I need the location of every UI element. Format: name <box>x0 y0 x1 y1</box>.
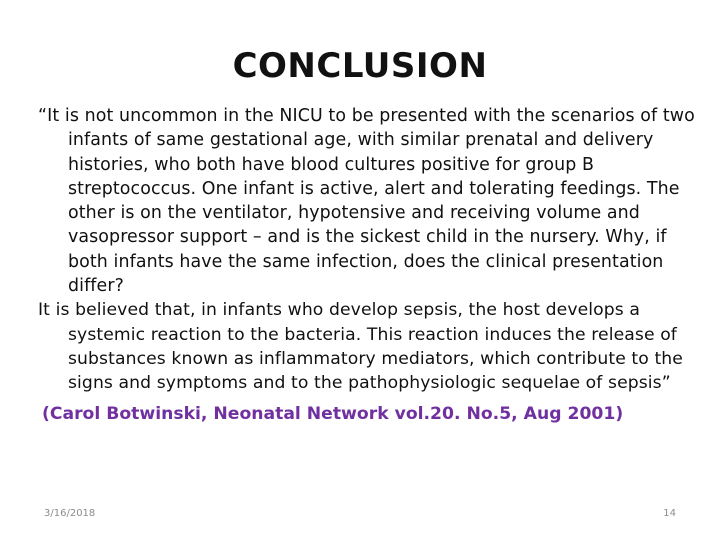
slide-body <box>38 104 698 426</box>
quote-paragraph-1: “It is not uncommon in the NICU to be presented with the scenarios of two infants of same gestational age, with similar prenatal and delivery histories, who both have blood cultures positive for group B streptococcus. One infant is active, alert and tolerating feedings. The other is on the ventilator, hypotensive and receiving volume and vasopressor support – and is the sickest child in the nursery. Why, if both infants have the same infection, does the clinical presentation differ? <box>38 106 695 297</box>
page-number: 14 <box>663 508 676 519</box>
citation: (Carol Botwinski, Neonatal Network vol.20. No.5, Aug 2001) <box>42 403 624 424</box>
quote-paragraph-2: It is believed that, in infants who develop sepsis, the host develops a systemic reaction to the bacteria. This reaction induces the release of substances known as inflammatory mediators, which contribute to the signs and symptoms and to the pathophysiologic sequelae of sepsis” <box>38 300 683 394</box>
footer-date: 3/16/2018 <box>44 508 96 519</box>
slide-title: CONCLUSION <box>232 46 488 86</box>
